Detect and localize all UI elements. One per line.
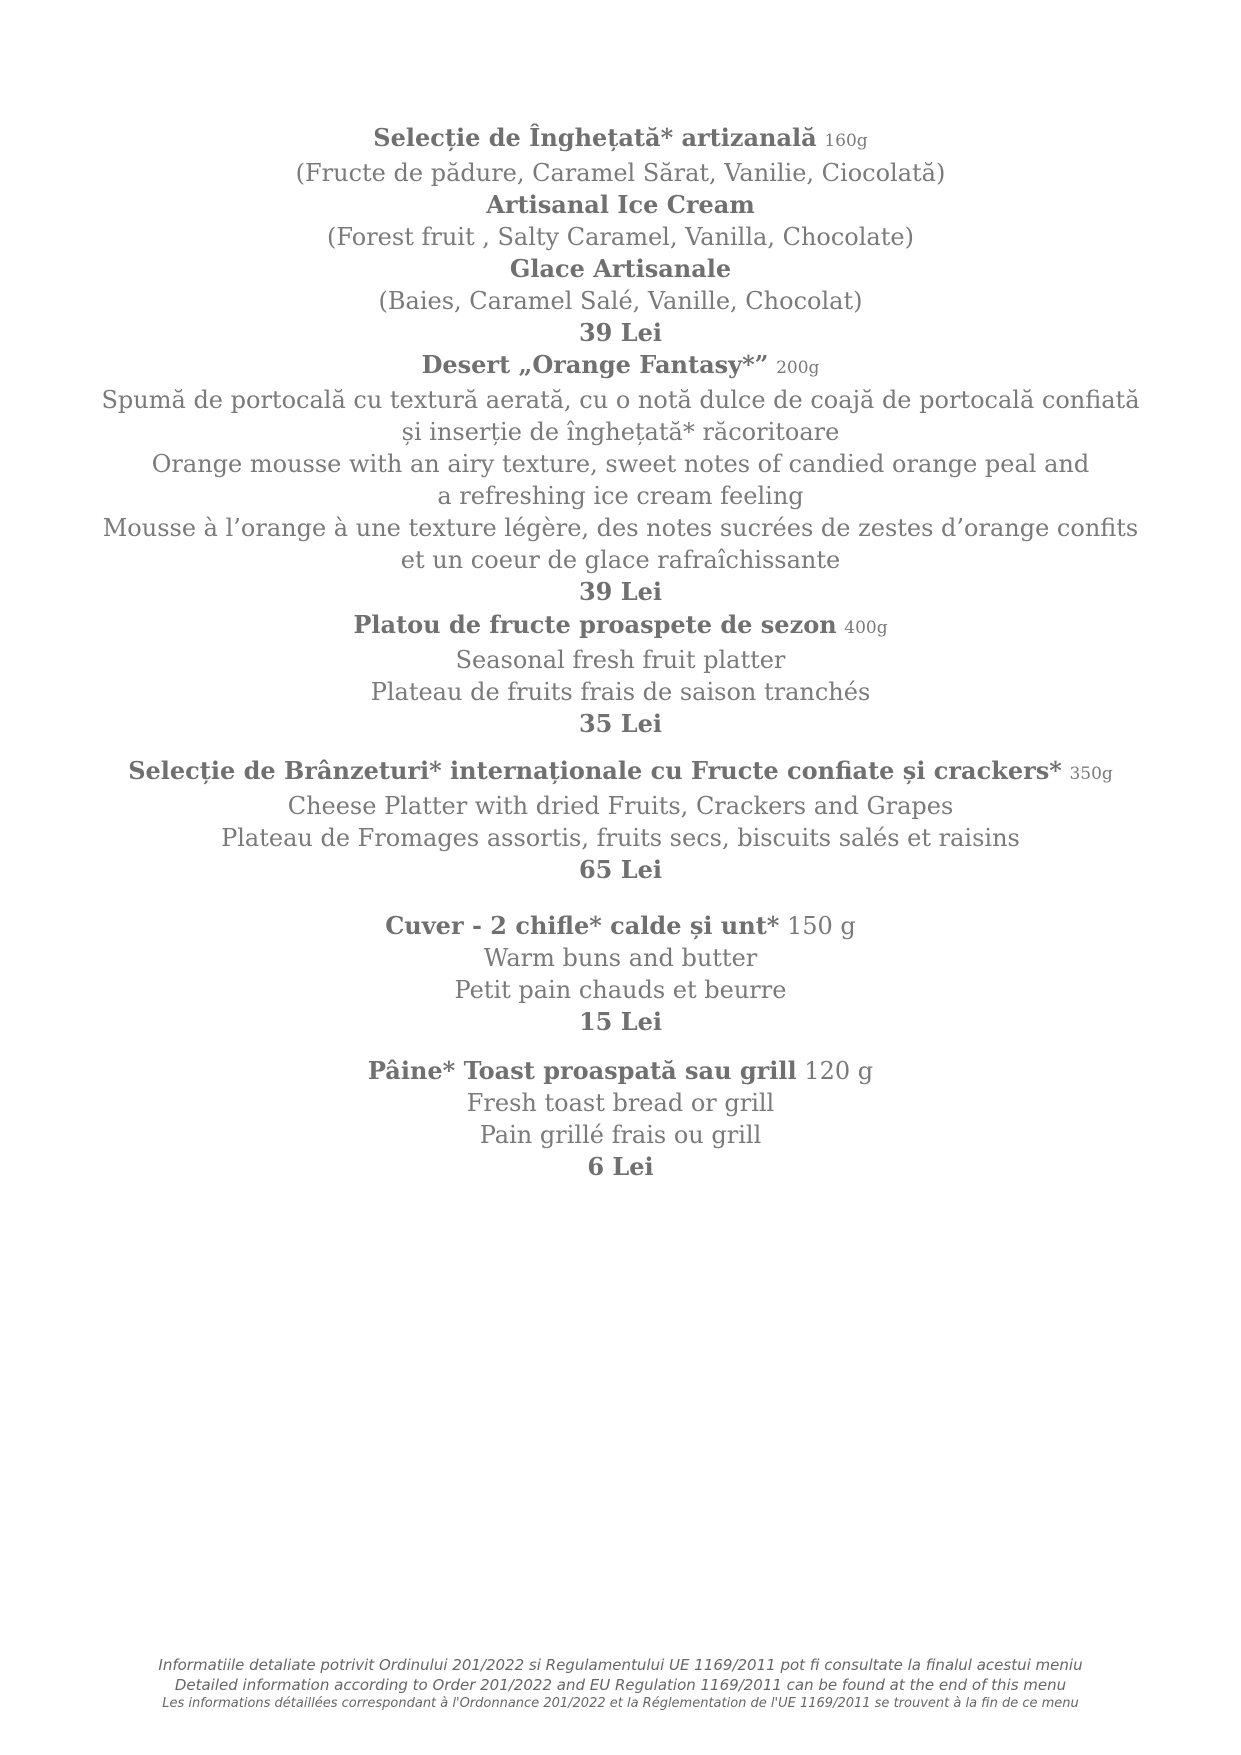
item-description: Plateau de fruits frais de saison tranchés <box>370 678 871 706</box>
regulation-footer <box>0 1655 1241 1713</box>
item-description: Petit pain chauds et beurre <box>454 976 787 1004</box>
menu-item-cuver <box>0 910 1241 1038</box>
item-price: 65 Lei <box>578 855 662 884</box>
menu-item-toast-bread <box>0 1055 1241 1183</box>
item-price: 39 Lei <box>578 577 662 606</box>
item-title: Platou de fructe proaspete de sezon <box>353 610 837 639</box>
item-description: (Fructe de pădure, Caramel Sărat, Vanilie, Ciocolată) <box>295 159 946 187</box>
item-description-fr: (Baies, Caramel Salé, Vanille, Chocolat) <box>378 287 863 315</box>
item-description: și inserție de înghețată* răcoritoare <box>401 418 840 446</box>
item-title: Desert „Orange Fantasy*” <box>421 350 769 379</box>
item-title: Cuver - 2 chifle* calde și unt* <box>385 911 780 940</box>
item-price: 15 Lei <box>578 1007 662 1036</box>
item-description: Spumă de portocală cu textură aerată, cu o notă dulce de coajă de portocală confiată <box>101 386 1140 414</box>
item-weight: 400g <box>844 618 888 638</box>
item-weight: 200g <box>776 358 820 378</box>
item-weight: 120 g <box>804 1057 874 1085</box>
item-weight: 150 g <box>786 912 856 940</box>
item-description: Mousse à l’orange à une texture légère, des notes sucrées de zestes d’orange confits <box>102 514 1139 542</box>
footer-note-en: Detailed information according to Order 201/2022 and EU Regulation 1169/2011 can be found at the end of this menu <box>174 1676 1067 1694</box>
menu-item-ice-cream <box>0 122 1241 349</box>
item-description: et un coeur de glace rafraîchissante <box>400 546 841 574</box>
menu-item-cheese-platter <box>0 755 1241 886</box>
item-description-en: (Forest fruit , Salty Caramel, Vanilla, Chocolate) <box>327 223 914 251</box>
item-description: a refreshing ice cream feeling <box>437 482 804 510</box>
footer-note-ro: Informatiile detaliate potrivit Ordinului 201/2022 si Regulamentului UE 1169/2011 pot fi consultate la finalul acestui meniu <box>158 1656 1083 1674</box>
item-description: Warm buns and butter <box>483 944 758 972</box>
item-title: Selecție de Înghețată* artizanală <box>373 123 817 152</box>
item-title-fr: Glace Artisanale <box>509 254 732 283</box>
item-title: Pâine* Toast proaspată sau grill <box>367 1056 797 1085</box>
menu-item-orange-fantasy <box>0 349 1241 608</box>
item-weight: 160g <box>824 131 868 151</box>
item-description: Cheese Platter with dried Fruits, Crackers and Grapes <box>287 792 954 820</box>
item-description: Fresh toast bread or grill <box>466 1089 775 1117</box>
item-price: 6 Lei <box>587 1152 654 1181</box>
item-weight: 350g <box>1069 764 1113 784</box>
item-description: Orange mousse with an airy texture, sweet notes of candied orange peal and <box>151 450 1090 478</box>
menu-item-fruit-platter <box>0 609 1241 740</box>
footer-note-fr: Les informations détaillées correspondant à l'Ordonnance 201/2022 et la Réglementation de l'UE 1169/2011 se trouvent à la fin de ce menu <box>162 1696 1079 1711</box>
item-price: 35 Lei <box>578 709 662 738</box>
item-price: 39 Lei <box>578 318 662 347</box>
item-title-en: Artisanal Ice Cream <box>486 190 755 219</box>
item-description: Pain grillé frais ou grill <box>479 1121 762 1149</box>
item-description: Seasonal fresh fruit platter <box>455 646 786 674</box>
item-title: Selecție de Brânzeturi* internaționale cu Fructe confiate și crackers* <box>128 756 1062 785</box>
item-description: Plateau de Fromages assortis, fruits secs, biscuits salés et raisins <box>221 824 1020 852</box>
